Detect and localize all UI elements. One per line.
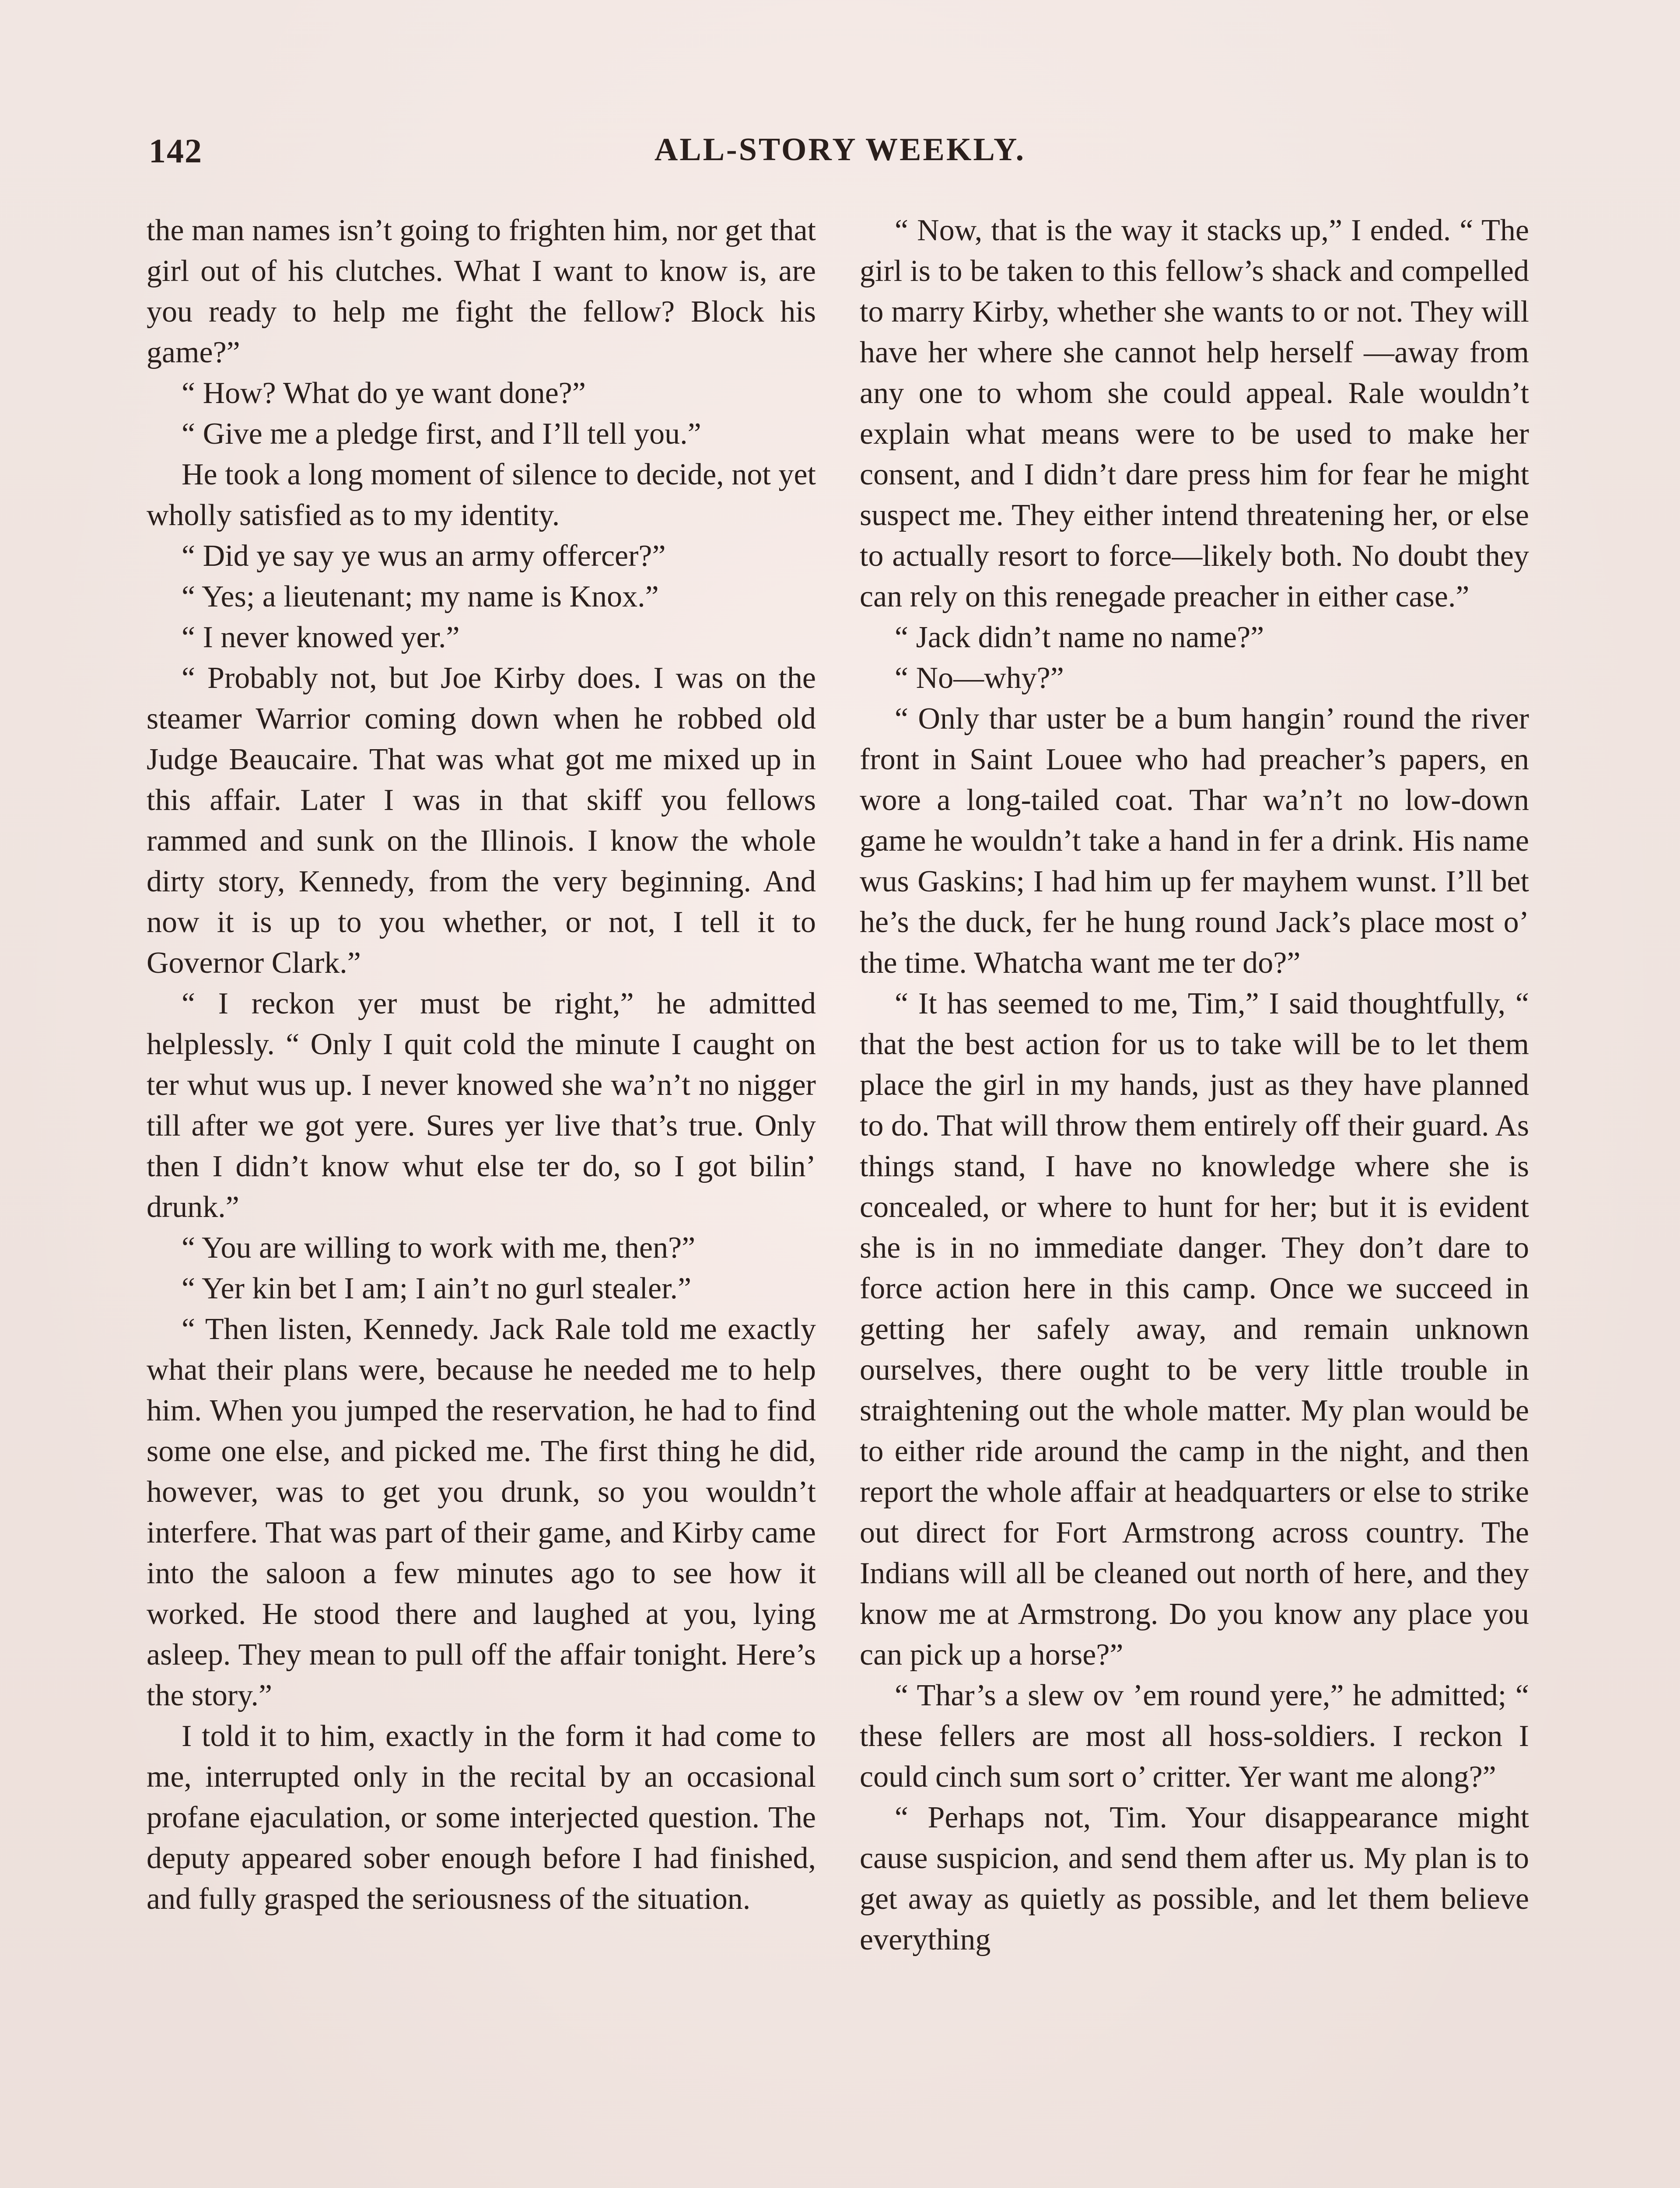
page-number: 142 [149,132,203,170]
paragraph: He took a long moment of silence to decide, not yet wholly satisfied as to my identity. [147,458,816,532]
paragraph: “ I reckon yer must be right,” he admitted helplessly. “ Only I quit cold the minute I caught on ter whut wus up. I never knowed she wa’n’t no nigger till after we got yere. Sures yer live that’s true. Only then I didn’t know whut else ter do, so I got bilin’ drunk.” [147,987,816,1224]
paragraph: “ Probably not, but Joe Kirby does. I was on the steamer Warrior coming down when he robbed old Judge Beaucaire. That was what got me mixed up in this affair. Later I was in that skiff you fellows rammed and sunk on the Illinois. I know the whole dirty story, Kennedy, from the very beginning. And now it is up to you whether, or not, I tell it to Governor Clark.” [147,661,816,980]
paragraph: “ How? What do ye want done?” [182,376,586,410]
paragraph: “ It has seemed to me, Tim,” I said thoughtfully, “ that the best action for us to take will be to let them place the girl in my hands, just as they have planned to do. That will throw them entirely off their guard. As things stand, I have no knowledge where she is concealed, or where to hunt for her; but it is evident she is in no immediate danger. They don’t dare to force action here in this camp. Once we succeed in getting her safely away, and remain unknown ourselves, there ought to be very little trouble in straightening out the whole matter. My plan would be to either ride around the camp in the night, and then report the whole affair at headquarters or else to strike out direct for Fort Armstrong across country. The Indians will all be cleaned out north of here, and they know me at Armstrong. Do you know any place you can pick up a horse?” [860,987,1529,1672]
paragraph: “ Now, that is the way it stacks up,” I ended. “ The girl is to be taken to this fellow’s shack and compelled to marry Kirby, whether she wants to or not. They will have her where she cannot help herself —away from any one to whom she could appeal. Rale wouldn’t explain what means were to be used to make her consent, and I didn’t dare press him for fear he might suspect me. They either intend threatening her, or else to actually resort to force—likely both. No doubt they can rely on this renegade preacher in either case.” [860,214,1529,614]
paragraph: “ No—why?” [895,661,1064,695]
running-head: ALL-STORY WEEKLY. [654,132,1026,168]
paragraph: “ I never knowed yer.” [182,621,460,654]
paragraph: the man names isn’t going to frighten him, nor get that girl out of his clutches. What I want to know is, are you ready to help me fight the fellow? Block his game?” [147,214,816,369]
paragraph: “ Yes; a lieutenant; my name is Knox.” [182,580,659,614]
paragraph: “ Thar’s a slew ov ’em round yere,” he admitted; “ these fellers are most all hoss-soldiers. I reckon I could cinch sum sort o’ critter. Yer want me along?” [860,1679,1529,1794]
paragraph: “ Give me a pledge first, and I’ll tell you.” [182,417,701,451]
paragraph: “ You are willing to work with me, then?” [182,1231,696,1265]
page-header [149,131,1531,179]
paragraph: “ Then listen, Kennedy. Jack Rale told me exactly what their plans were, because he needed me to help him. When you jumped the reservation, he had to find some one else, and picked me. The first thing he did, however, was to get you drunk, so you wouldn’t interfere. That was part of their game, and Kirby came into the saloon a few minutes ago to see how it worked. He stood there and laughed at you, lying asleep. They mean to pull off the affair tonight. Here’s the story.” [147,1312,816,1712]
right-column [860,210,1529,1960]
paragraph: “ Did ye say ye wus an army offercer?” [182,539,666,573]
paragraph: “ Yer kin bet I am; I ain’t no gurl stealer.” [182,1272,692,1305]
paragraph: “ Only thar uster be a bum hangin’ round the river front in Saint Louee who had preacher’s papers, en wore a long-tailed coat. Thar wa’n’t no low-down game he wouldn’t take a hand in fer a drink. His name wus Gaskins; I had him up fer mayhem wunst. I’ll bet he’s the duck, fer he hung round Jack’s place most o’ the time. Whatcha want me ter do?” [860,702,1529,980]
paragraph: “ Perhaps not, Tim. Your disappearance might cause suspicion, and send them after us. My plan is to get away as quietly as possible, and let them believe everything [860,1801,1529,1957]
paragraph: I told it to him, exactly in the form it had come to me, interrupted only in the recital by an occasional profane ejaculation, or some interjected question. The deputy appeared sober enough before I had finished, and fully grasped the seriousness of the situation. [147,1719,816,1916]
left-column [147,210,816,1919]
paragraph: “ Jack didn’t name no name?” [895,621,1264,654]
